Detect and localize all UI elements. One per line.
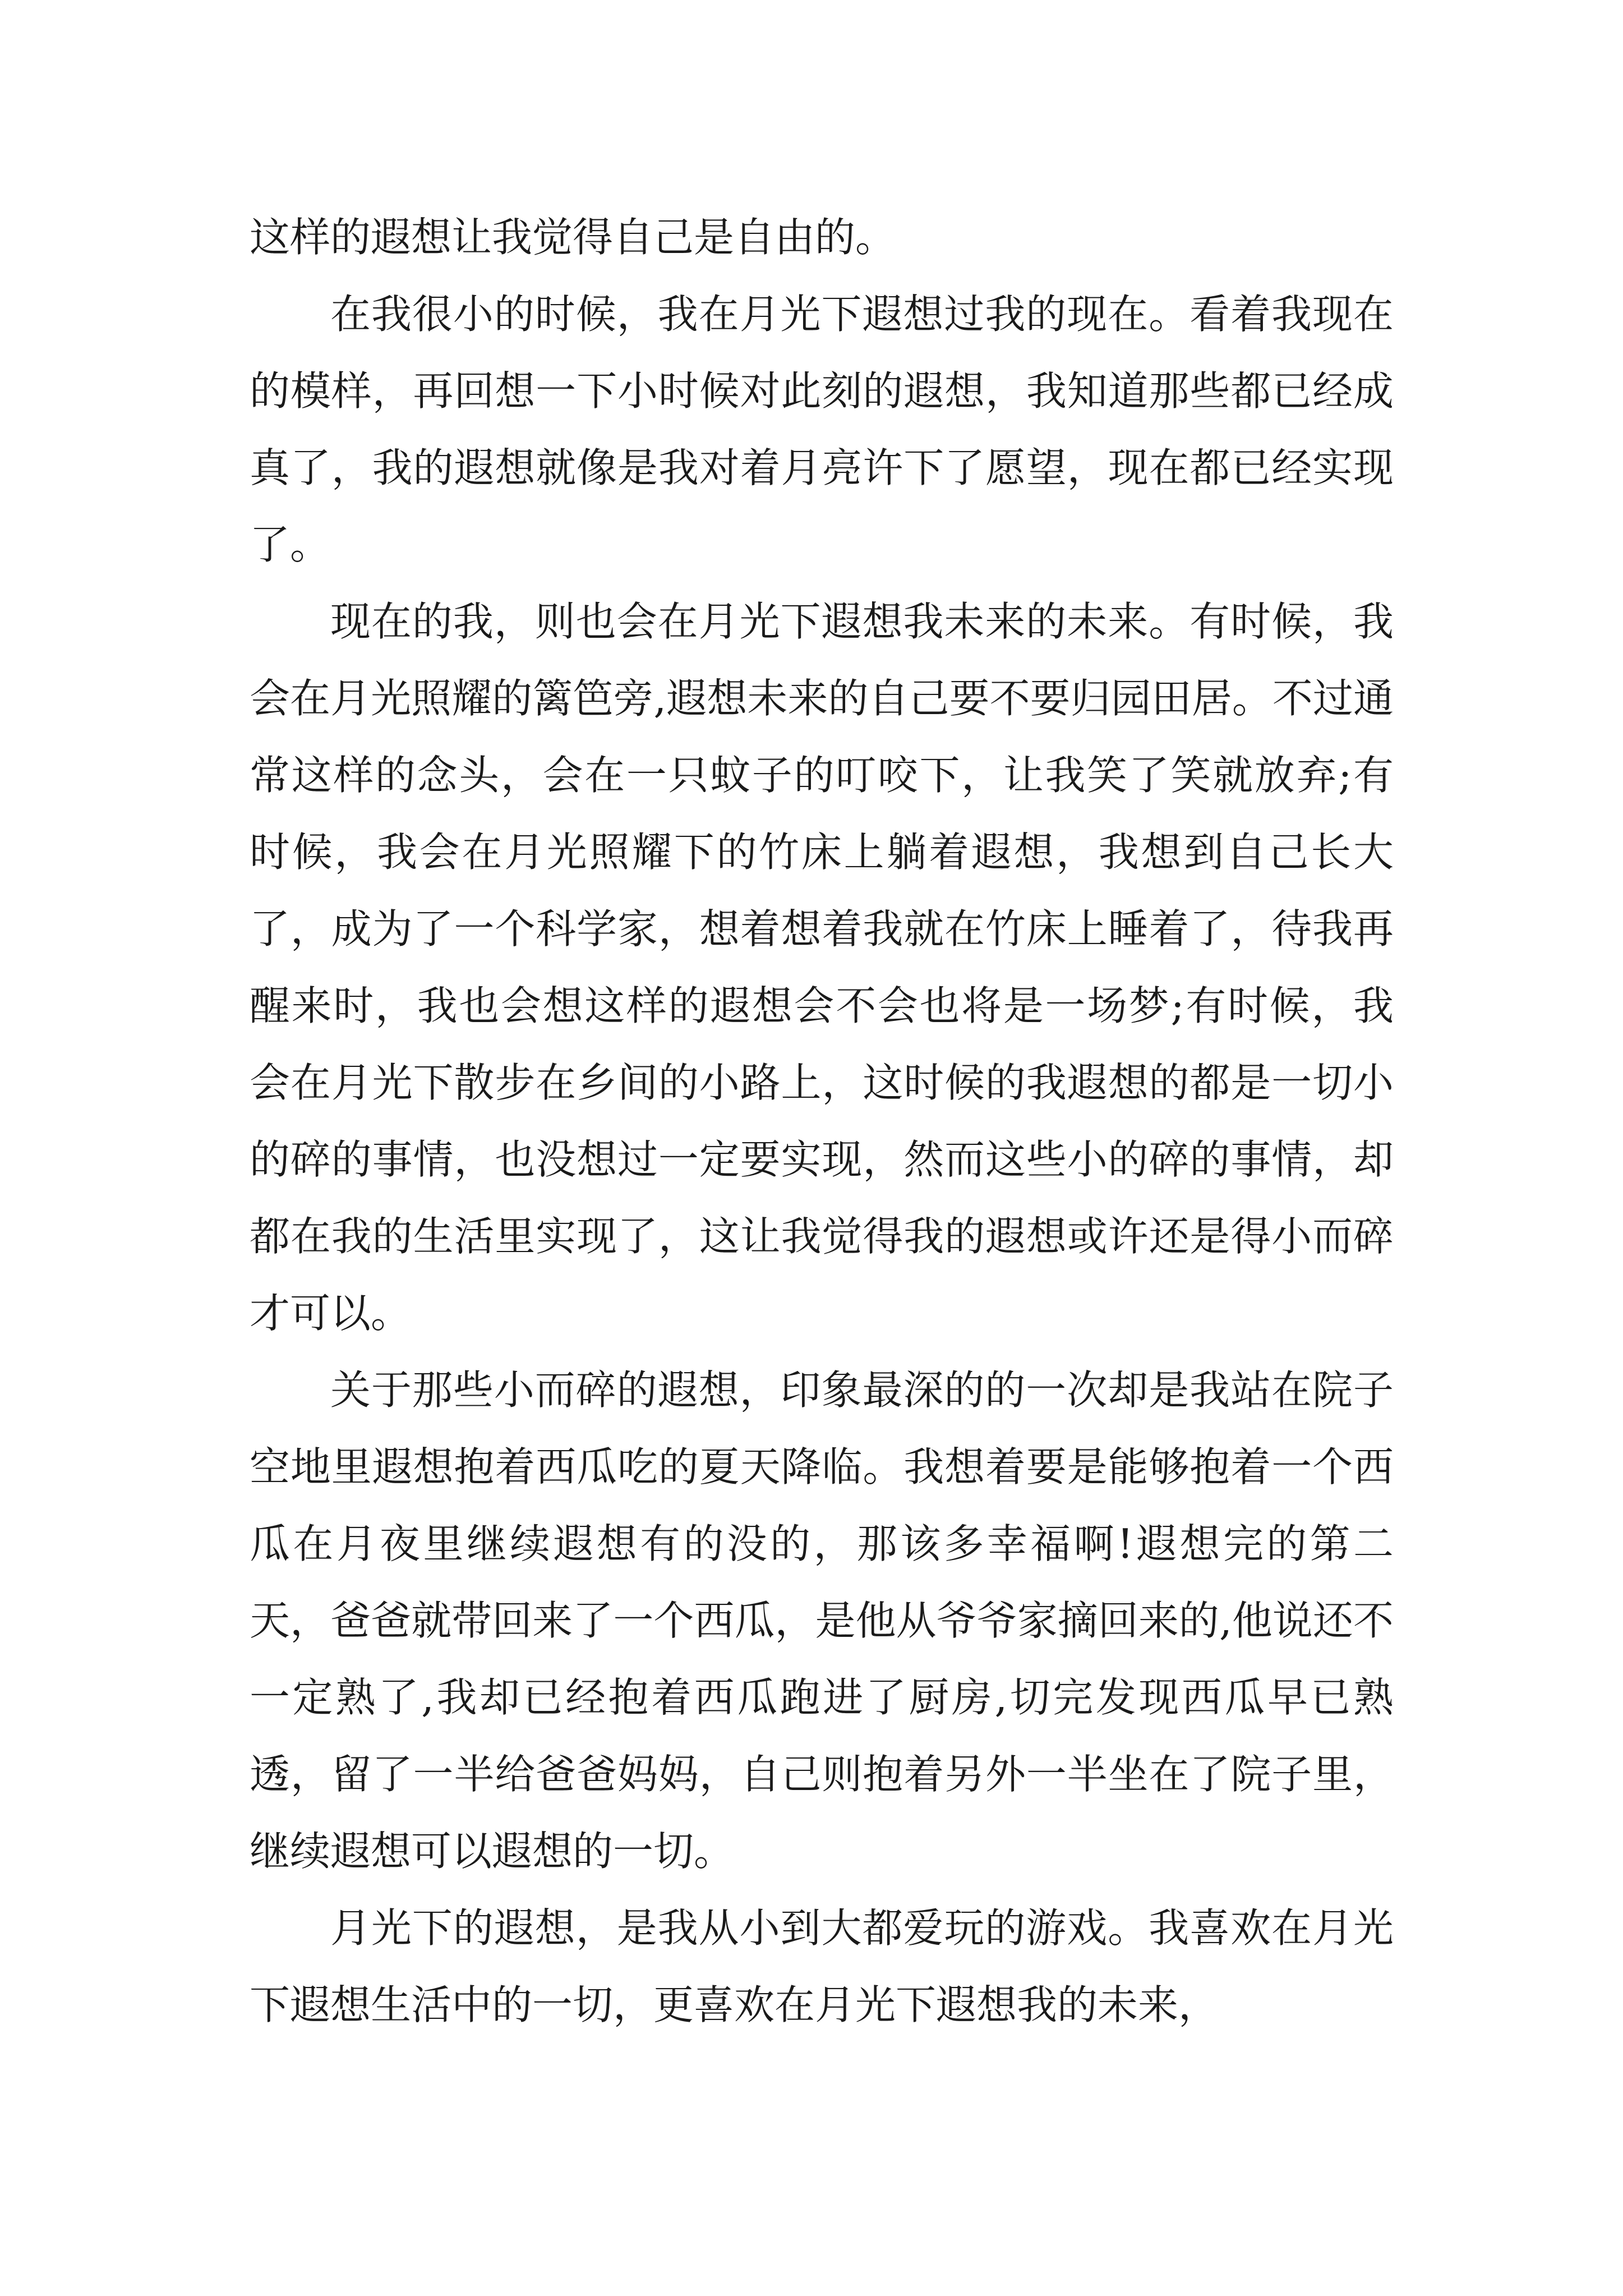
paragraph-present-reverie: 现在的我，则也会在月光下遐想我未来的未来。有时候，我会在月光照耀的篱笆旁,遐想未来的自己要不要归园田居。不过通常这样的念头，会在一只蚊子的叮咬下，让我笑了笑就放弃;有时候，我会在月光照耀下的竹床上躺着遐想，我想到自己长大了，成为了一个科学家，想着想着我就在竹床上睡着了，待我再醒来时，我也会想这样的遐想会不会也将是一场梦;有时候，我会在月光下散步在乡间的小路上，这时候的我遐想的都是一切小的碎的事情，也没想过一定要实现，然而这些小的碎的事情，却都在我的生活里实现了，这让我觉得我的遐想或许还是得小而碎才可以。 bbox=[250, 598, 1394, 1337]
paragraph-watermelon-memory: 关于那些小而碎的遐想，印象最深的的一次却是我站在院子空地里遐想抱着西瓜吃的夏天降临。我想着要是能够抱着一个西瓜在月夜里继续遐想有的没的，那该多幸福啊!遐想完的第二天，爸爸就带回来了一个西瓜，是他从爷爷家摘回来的,他说还不一定熟了,我却已经抱着西瓜跑进了厨房,切完发现西瓜早已熟透，留了一半给爸爸妈妈，自己则抱着另外一半坐在了院子里，继续遐想可以遐想的一切。 bbox=[250, 1366, 1394, 1875]
paragraph-childhood-reverie: 在我很小的时候，我在月光下遐想过我的现在。看着我现在的模样，再回想一下小时候对此刻的遐想，我知道那些都已经成真了，我的遐想就像是我对着月亮许下了愿望，现在都已经实现了。 bbox=[250, 291, 1394, 568]
paragraph-moonlight-game: 月光下的遐想，是我从小到大都爱玩的游戏。我喜欢在月光下遐想生活中的一切，更喜欢在月光下遐想我的未来， bbox=[250, 1904, 1394, 2028]
paragraph-continuation: 这样的遐想让我觉得自己是自由的。 bbox=[250, 214, 896, 261]
document-body bbox=[250, 199, 1394, 2044]
